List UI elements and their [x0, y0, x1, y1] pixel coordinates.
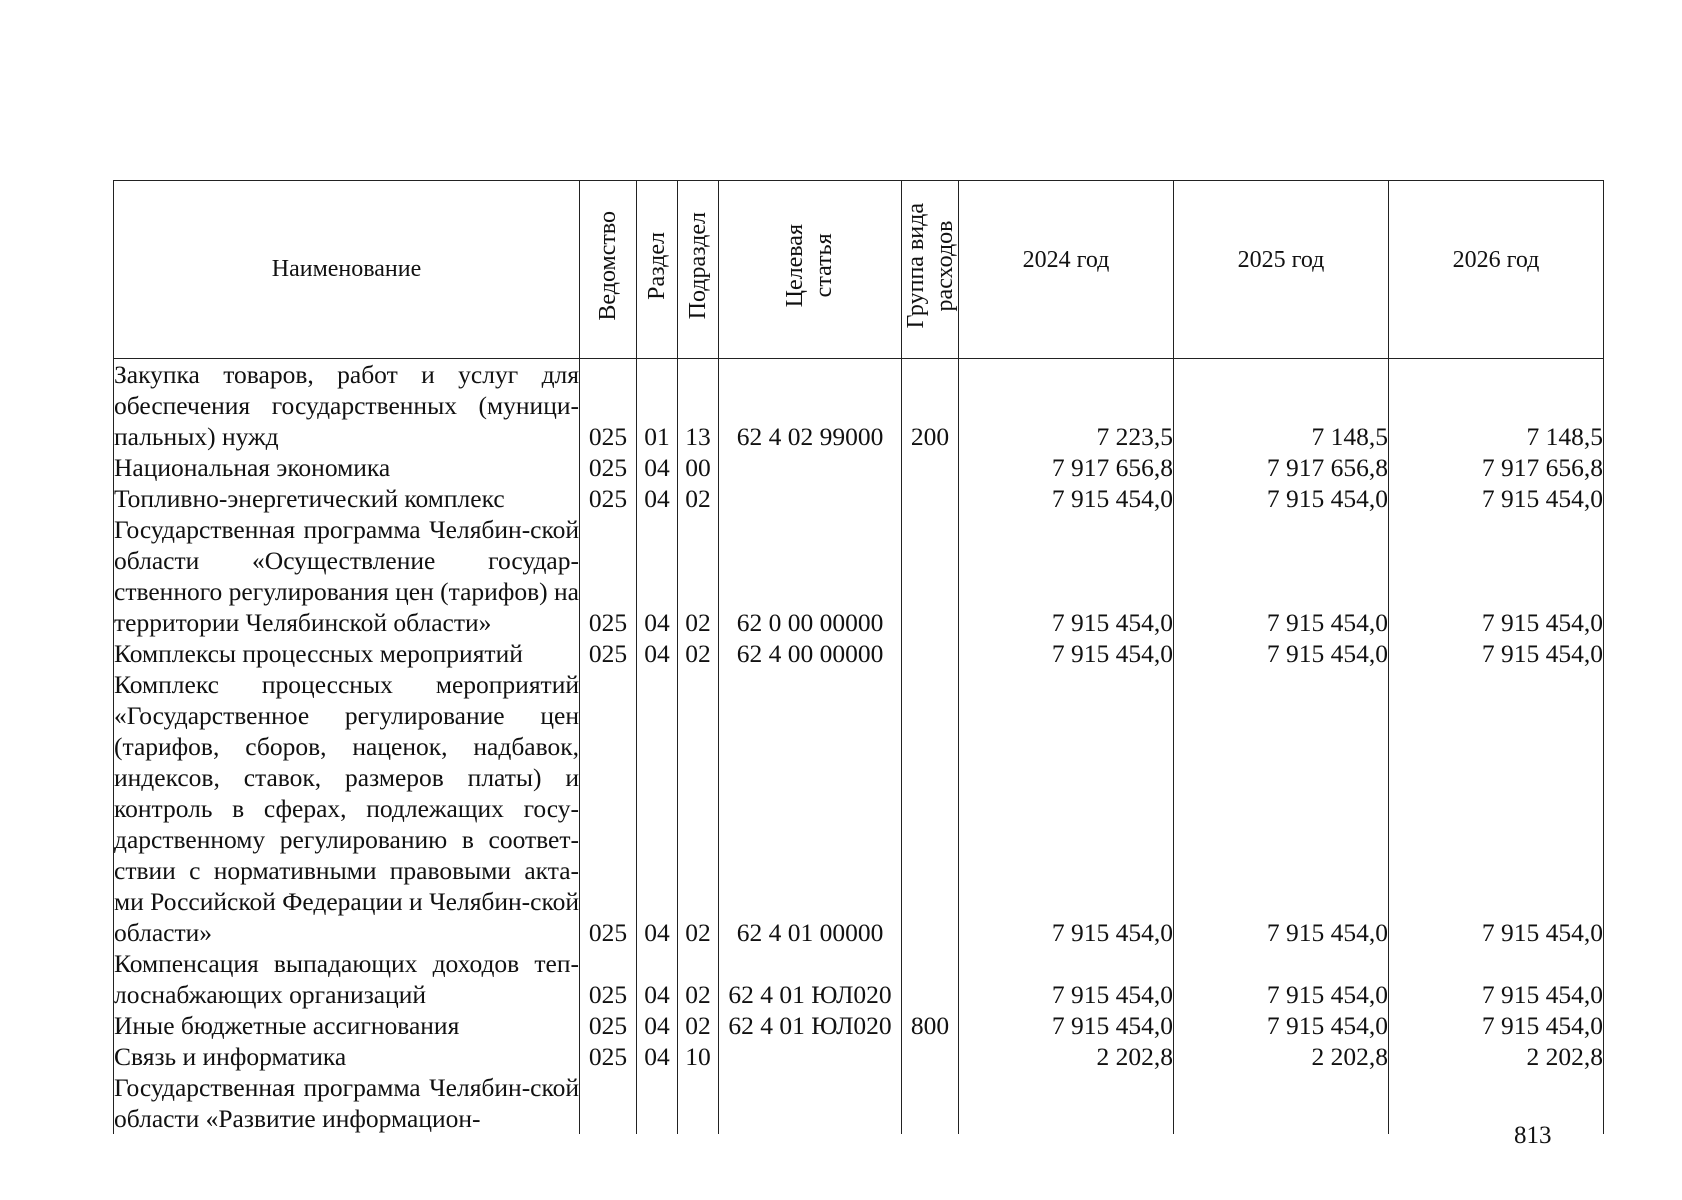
row-2025: 2 202,8 [1174, 1041, 1389, 1072]
row-dept: 025 [580, 359, 637, 453]
row-name: Иные бюджетные ассигнования [114, 1010, 580, 1041]
page-number: 813 [1514, 1122, 1552, 1149]
table-row [114, 669, 1604, 948]
row-2025: 7 915 454,0 [1174, 948, 1389, 1010]
row-dept: 025 [580, 948, 637, 1010]
table-row [114, 359, 1604, 453]
header-2024: 2024 год [959, 181, 1174, 359]
row-2026: 7 915 454,0 [1389, 638, 1604, 669]
header-2026: 2026 год [1389, 181, 1604, 359]
row-2024: 7 915 454,0 [959, 669, 1174, 948]
row-section: 04 [637, 948, 678, 1010]
row-section: 04 [637, 514, 678, 638]
header-section: Раздел [637, 181, 678, 359]
row-dept: 025 [580, 638, 637, 669]
table-row [114, 638, 1604, 669]
table-row [114, 1041, 1604, 1072]
row-section: 04 [637, 1010, 678, 1041]
row-2026: 7 917 656,8 [1389, 452, 1604, 483]
row-2024 [959, 1072, 1174, 1134]
row-section: 04 [637, 452, 678, 483]
row-name: Комплекс процессных мероприятий «Государственное регулирование цен (тарифов, сборов, наценок, надбавок, индексов, ставок, размеров платы) и контроль в сферах, подлежащих госу-дарственному регулированию в соответ-ствии с нормативными правовыми акта-ми Российской Федерации и Челябин-ской области» [114, 670, 579, 947]
row-group [902, 638, 959, 669]
row-2024: 7 915 454,0 [959, 514, 1174, 638]
row-2025: 7 915 454,0 [1174, 638, 1389, 669]
row-group [902, 514, 959, 638]
row-group [902, 483, 959, 514]
row-2026: 7 915 454,0 [1389, 669, 1604, 948]
row-target: 62 4 02 99000 [719, 359, 902, 453]
row-subsection: 00 [678, 452, 719, 483]
row-2025: 7 917 656,8 [1174, 452, 1389, 483]
row-2025: 7 915 454,0 [1174, 1010, 1389, 1041]
row-2026: 7 915 454,0 [1389, 514, 1604, 638]
row-2024: 2 202,8 [959, 1041, 1174, 1072]
row-name: Закупка товаров, работ и услуг для обеспечения государственных (муници-пальных) нужд [114, 360, 579, 451]
row-subsection [678, 1072, 719, 1134]
row-section: 04 [637, 1041, 678, 1072]
row-2024: 7 915 454,0 [959, 638, 1174, 669]
row-name: Государственная программа Челябин-ской области «Осуществление государ-ственного регулирования цен (тарифов) на территории Челябинской области» [114, 515, 579, 637]
table-row [114, 1010, 1604, 1041]
row-2026: 7 148,5 [1389, 359, 1604, 453]
row-2025: 7 915 454,0 [1174, 669, 1389, 948]
row-2026 [1389, 1072, 1604, 1134]
row-2024: 7 915 454,0 [959, 483, 1174, 514]
row-section: 04 [637, 638, 678, 669]
header-subsection: Подраздел [678, 181, 719, 359]
table-header [114, 181, 1604, 359]
row-subsection: 02 [678, 1010, 719, 1041]
table-row [114, 948, 1604, 1010]
row-2024: 7 917 656,8 [959, 452, 1174, 483]
row-section: 04 [637, 669, 678, 948]
row-target: 62 4 01 ЮЛ020 [719, 948, 902, 1010]
header-group: Группа вида расходов [902, 181, 959, 359]
row-group: 200 [902, 359, 959, 453]
header-dept: Ведомство [580, 181, 637, 359]
row-dept: 025 [580, 452, 637, 483]
row-2026: 7 915 454,0 [1389, 948, 1604, 1010]
table-row [114, 514, 1604, 638]
header-name: Наименование [114, 181, 580, 359]
row-2025 [1174, 1072, 1389, 1134]
row-section [637, 1072, 678, 1134]
row-dept: 025 [580, 514, 637, 638]
row-group: 800 [902, 1010, 959, 1041]
row-dept: 025 [580, 669, 637, 948]
header-2025: 2025 год [1174, 181, 1389, 359]
row-subsection: 02 [678, 948, 719, 1010]
row-2026: 2 202,8 [1389, 1041, 1604, 1072]
row-2025: 7 915 454,0 [1174, 514, 1389, 638]
row-2024: 7 915 454,0 [959, 948, 1174, 1010]
row-subsection: 13 [678, 359, 719, 453]
row-name: Компенсация выпадающих доходов теп-лоснабжающих организаций [114, 949, 579, 1009]
row-subsection: 02 [678, 669, 719, 948]
row-subsection: 10 [678, 1041, 719, 1072]
row-subsection: 02 [678, 638, 719, 669]
row-2026: 7 915 454,0 [1389, 483, 1604, 514]
row-dept [580, 1072, 637, 1134]
row-target: 62 4 01 ЮЛ020 [719, 1010, 902, 1041]
row-group [902, 1041, 959, 1072]
row-name: Связь и информатика [114, 1041, 580, 1072]
row-2024: 7 223,5 [959, 359, 1174, 453]
row-target [719, 483, 902, 514]
row-name: Комплексы процессных мероприятий [114, 638, 580, 669]
row-target: 62 4 01 00000 [719, 669, 902, 948]
row-subsection: 02 [678, 514, 719, 638]
row-target [719, 1041, 902, 1072]
row-target: 62 4 00 00000 [719, 638, 902, 669]
row-name: Национальная экономика [114, 452, 580, 483]
row-dept: 025 [580, 1010, 637, 1041]
row-group [902, 1072, 959, 1134]
row-2025: 7 915 454,0 [1174, 483, 1389, 514]
row-2025: 7 148,5 [1174, 359, 1389, 453]
row-subsection: 02 [678, 483, 719, 514]
row-target [719, 452, 902, 483]
row-section: 04 [637, 483, 678, 514]
row-name: Государственная программа Челябин-ской области «Развитие информацион- [114, 1073, 579, 1133]
budget-table [113, 180, 1604, 1134]
row-group [902, 452, 959, 483]
row-target: 62 0 00 00000 [719, 514, 902, 638]
row-group [902, 948, 959, 1010]
header-target: Целевая статья [719, 181, 902, 359]
table-body [114, 359, 1604, 1135]
row-2024: 7 915 454,0 [959, 1010, 1174, 1041]
row-dept: 025 [580, 483, 637, 514]
row-2026: 7 915 454,0 [1389, 1010, 1604, 1041]
table-row [114, 452, 1604, 483]
row-dept: 025 [580, 1041, 637, 1072]
row-target [719, 1072, 902, 1134]
row-group [902, 669, 959, 948]
table-row [114, 1072, 1604, 1134]
table-row [114, 483, 1604, 514]
row-section: 01 [637, 359, 678, 453]
row-name: Топливно-энергетический комплекс [114, 483, 580, 514]
